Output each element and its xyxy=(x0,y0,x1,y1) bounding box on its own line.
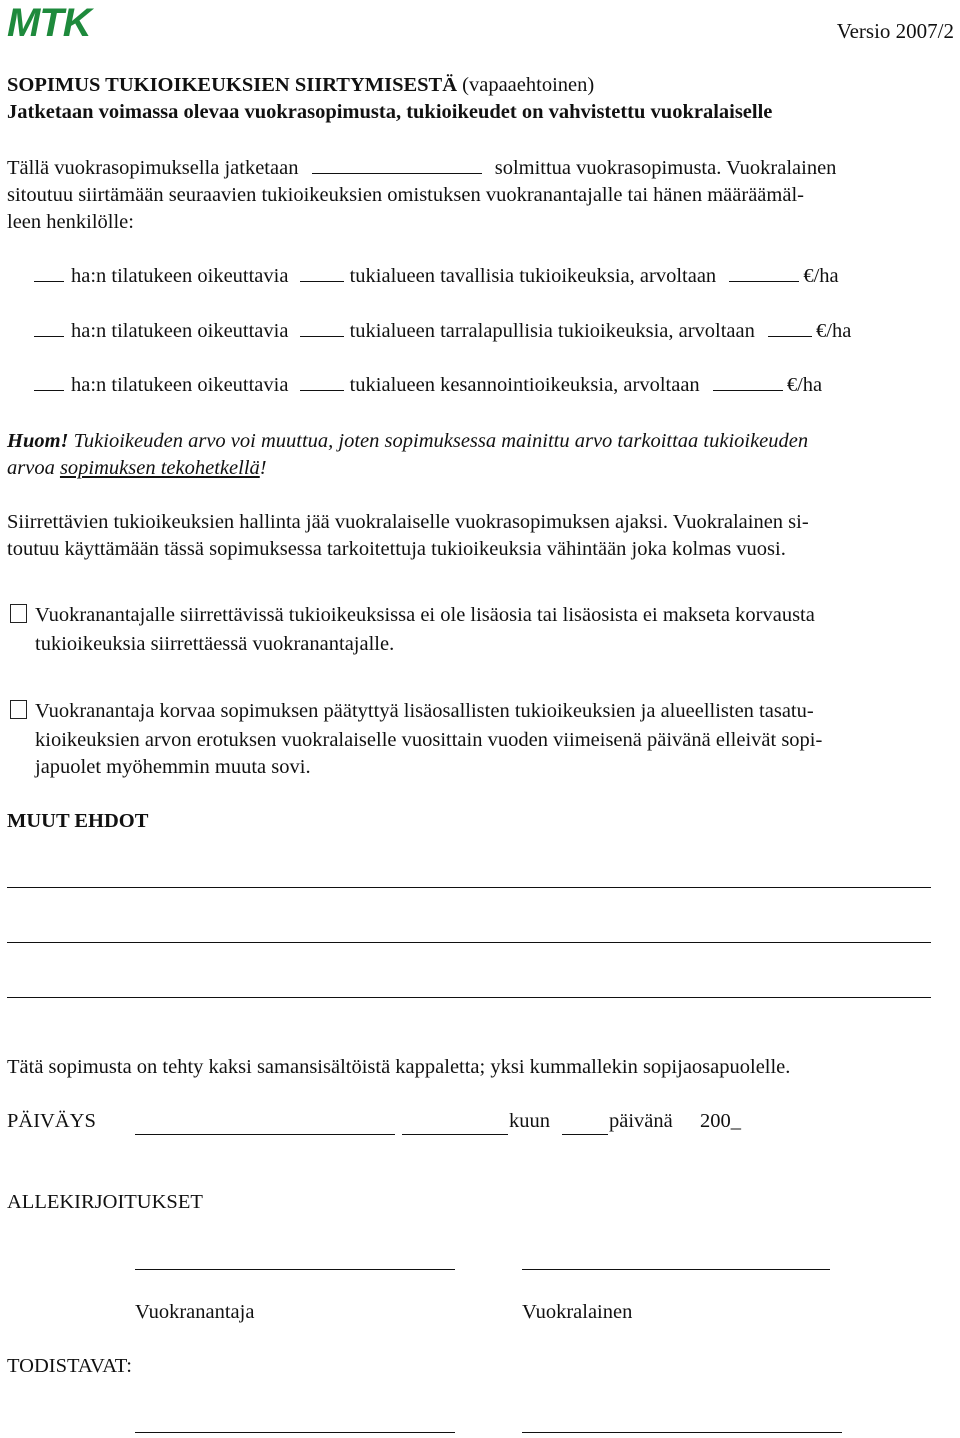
rights-row-standard xyxy=(34,263,839,291)
note-underlined: sopimuksen tekohetkellä xyxy=(59,457,260,479)
intro-line-1 xyxy=(7,155,836,183)
hectares-blank[interactable] xyxy=(34,280,64,282)
intro-line-3: leen henkilölle: xyxy=(7,211,134,233)
row-text-a: ha:n tilatukeen oikeuttavia xyxy=(71,265,289,287)
row-text-b: tukialueen kesannointioikeuksia, arvoltaan xyxy=(349,374,700,396)
other-terms-line-2[interactable] xyxy=(7,942,931,943)
mtk-logo xyxy=(6,2,98,46)
option-no-supplements xyxy=(10,602,815,630)
hectares-blank[interactable] xyxy=(34,335,64,337)
version-label: Versio 2007/2 xyxy=(836,19,954,43)
option-1-line-1: Vuokranantajalle siirrettävissä tukioikeuksissa ei ole lisäosia tai lisäosista ei makseta korvausta xyxy=(35,604,815,626)
other-terms-heading: MUUT EHDOT xyxy=(7,810,149,832)
note-text: Tukioikeuden arvo voi muuttua, joten sopimuksessa mainittu arvo tarkoittaa tukioikeuden xyxy=(68,430,809,452)
row-unit: €/ha xyxy=(786,374,823,396)
note-text-2: arvoa xyxy=(7,457,60,479)
option-1-checkbox[interactable] xyxy=(10,604,27,623)
row-text-b: tukialueen tarralapullisia tukioikeuksia, arvoltaan xyxy=(349,320,755,342)
note-line-2 xyxy=(7,455,267,483)
value-blank[interactable] xyxy=(768,335,812,337)
row-unit: €/ha xyxy=(803,265,839,287)
document-subtitle: Jatketaan voimassa olevaa vuokrasopimusta, tukioikeudet on vahvistettu vuokralaiselle xyxy=(7,101,773,123)
hectares-blank[interactable] xyxy=(34,389,64,391)
row-text-a: ha:n tilatukeen oikeuttavia xyxy=(71,320,289,342)
month-label: kuun xyxy=(509,1110,550,1132)
rights-row-setaside xyxy=(34,372,822,400)
witnesses-heading: TODISTAVAT: xyxy=(7,1355,132,1377)
witness-1-signature-line[interactable] xyxy=(135,1432,455,1433)
option-2-checkbox[interactable] xyxy=(10,700,27,719)
intro-line-2: sitoutuu siirtämään seuraavien tukioikeuksien omistuksen vuokranantajalle tai hänen määräämäl- xyxy=(7,184,804,206)
title-suffix: (vapaaehtoinen) xyxy=(457,74,595,96)
title-main: SOPIMUS TUKIOIKEUKSIEN SIIRTYMISESTÄ xyxy=(7,74,458,96)
row-unit: €/ha xyxy=(816,320,852,342)
region-blank[interactable] xyxy=(300,280,344,282)
month-blank[interactable] xyxy=(402,1134,508,1135)
logo-text: MTK xyxy=(7,2,91,40)
row-text-b: tukialueen tavallisia tukioikeuksia, arvoltaan xyxy=(349,265,717,287)
other-terms-line-1[interactable] xyxy=(7,887,931,888)
region-blank[interactable] xyxy=(300,335,344,337)
tenant-signature-line[interactable] xyxy=(522,1269,830,1270)
option-2-line-3: japuolet myöhemmin muuta sovi. xyxy=(35,756,311,778)
place-blank[interactable] xyxy=(135,1134,395,1135)
document-title xyxy=(7,72,594,100)
copies-statement: Tätä sopimusta on tehty kaksi samansisältöistä kappaletta; yksi kummallekin sopijaosapuolelle. xyxy=(7,1056,791,1078)
day-blank[interactable] xyxy=(562,1134,608,1135)
date-label: PÄIVÄYS xyxy=(7,1110,96,1132)
signatures-heading: ALLEKIRJOITUKSET xyxy=(7,1191,203,1213)
rights-row-label xyxy=(34,318,851,346)
option-1-line-2: tukioikeuksia siirrettäessä vuokranantajalle. xyxy=(35,633,395,655)
intro-text-b: solmittua vuokrasopimusta. Vuokralainen xyxy=(494,157,837,179)
region-blank[interactable] xyxy=(300,389,344,391)
option-compensation xyxy=(10,698,814,726)
witness-2-signature-line[interactable] xyxy=(522,1432,842,1433)
option-2-line-1: Vuokranantaja korvaa sopimuksen päätyttyä lisäosallisten tukioikeuksien ja alueellisten tasatu- xyxy=(35,700,814,722)
row-text-a: ha:n tilatukeen oikeuttavia xyxy=(71,374,289,396)
intro-text-a: Tällä vuokrasopimuksella jatketaan xyxy=(7,157,299,179)
note-line-1 xyxy=(7,428,808,456)
value-blank[interactable] xyxy=(729,280,799,282)
day-label: päivänä xyxy=(609,1110,673,1132)
note-end: ! xyxy=(259,457,267,479)
management-line-2: toutuu käyttämään tässä sopimuksessa tarkoitettuja tukioikeuksia vähintään joka kolmas vuosi. xyxy=(7,538,786,560)
landlord-signature-line[interactable] xyxy=(135,1269,455,1270)
landlord-label: Vuokranantaja xyxy=(135,1301,255,1323)
other-terms-line-3[interactable] xyxy=(7,997,931,998)
note-label: Huom! xyxy=(7,430,69,452)
agreement-date-blank[interactable] xyxy=(312,172,482,174)
tenant-label: Vuokralainen xyxy=(522,1301,633,1323)
year-label: 200_ xyxy=(700,1110,741,1132)
management-line-1: Siirrettävien tukioikeuksien hallinta jää vuokralaiselle vuokrasopimuksen ajaksi. Vuokralainen si- xyxy=(7,511,809,533)
value-blank[interactable] xyxy=(713,389,783,391)
option-2-line-2: kioikeuksien arvon erotuksen vuokralaiselle vuosittain vuoden viimeisenä päivänä elleivät sopi- xyxy=(35,729,823,751)
